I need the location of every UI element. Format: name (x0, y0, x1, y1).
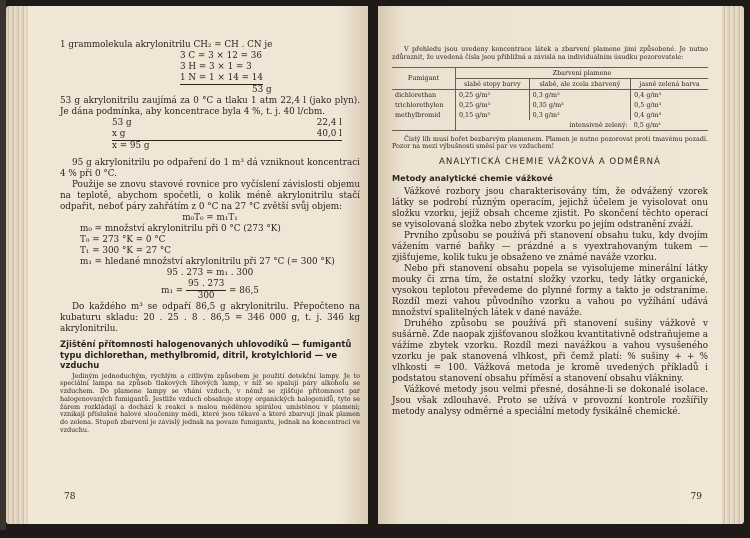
definition: T₀ = 273 °K = 0 °C (80, 235, 166, 245)
right-page (378, 6, 744, 524)
page-edge-stack (722, 6, 744, 524)
table-cell: 0,35 g/m³ (529, 100, 631, 110)
paragraph: 95 g akrylonitrilu po odpaření do 1 m³ dá vzniknout koncentraci 4 % při 0 °C. (60, 158, 360, 179)
definition: m₁ = hledané množství akrylonitrilu při 27 °C (= 300 °K) (80, 257, 335, 267)
section-title: Metody analytické chemie vážkové (392, 173, 553, 184)
page-number: 78 (64, 492, 76, 502)
table-cell: 0,15 g/m³ (455, 110, 529, 120)
equation: 95 . 273 = m₁ . 300 (166, 268, 254, 278)
table-cell-name: dichlorethan (395, 90, 437, 99)
small-paragraph: V přehledu jsou uvedeny koncentrace látek a zbarvení plamene jimi způsobené. Je nutno zdůraznit, že uvedená čísla jsou přibližná a závislá na individuálním úsudku pozorovatele: (392, 45, 708, 61)
table-row-intense (392, 120, 708, 131)
table-cell: 0,4 g/m³ (631, 110, 708, 120)
table-cell: 0,25 g/m³ (455, 89, 529, 100)
paragraph: Vážkové metody jsou velmi přesné, dosáhne-li se dokonalé isolace. Jsou však zdlouhavé. Proto se užívá v provozní kontrole rozšířily metody analysy odměrné a speciální metody fysikálně chemické. (392, 385, 708, 418)
section-title: Zjištění přítomnosti halogenovaných uhlovodíků — fumigantů typu dichlorethan, methylbromid, ditril, krotylchlorid — ve vzduchu (60, 339, 352, 370)
table-cell: 0,25 g/m³ (455, 100, 529, 110)
prop-left: 53 g (112, 118, 132, 128)
paragraph: Vážkové rozbory jsou charakterisovány tím, že odvážený vzorek látky se podrobí různým operacím, jejichž účelem je vyisolovat onu složku vzorku, jejíž obsah chceme zjistit. Po skončení těchto operací se vyisolovaná složka nebo zbytek vzorku po jejím odstranění zváží. (392, 187, 708, 231)
table-row (392, 110, 708, 120)
intense-value: 0,5 g/m³ (631, 120, 708, 131)
definitions (60, 224, 360, 268)
small-note: Čistý líh musí hořet bezbarvým plamenem. Plamen je nutno pozorovat proti tmavému pozadí. Pozor na mezi výbušnosti směsí par ve vzduchem! (392, 134, 708, 151)
eq-denominator: 300 (197, 291, 215, 301)
calc-line: 3 H = 3 × 1 = 3 (180, 62, 252, 72)
col-header: slabě, ale zcela zbarvený (529, 78, 631, 89)
calc-total: 53 g (252, 85, 272, 95)
table-cell: 0,3 g/m³ (529, 110, 631, 120)
prop-result: x = 95 g (112, 141, 150, 151)
col-header: jasně zelená barva (631, 78, 708, 89)
small-paragraph: Jediným jednoduchým, rychlým a citlivým způsobem je použití detekční lampy. Je to speciální lampa na způsob tlakových lihových lamp, v níž se spalují páry alkoholu se vzduchem. Do plamene lampy se vhání vzduch, v němž se zjišťuje přítomnost par halogenovaných fumigantů. Jestliže vzduch obsahuje stopy organických halogenidů, tyto se žárem rozkládají a dochází k reakci s malou měděnou spirálou umístěnou v plameni; vznikají příslušné halové sloučeniny mědi, které jsou těkavé a které zbarvují jinak plamen do zelena. Stupeň zbarvení je závislý jednak na povaze fumigantu, jednak na koncentraci ve vzduchu. (60, 371, 360, 435)
flame-color-table (392, 67, 708, 131)
table-row (392, 100, 708, 110)
formula: m₀T₀ = m₁T₁ (182, 213, 238, 223)
prop-left: x g (112, 129, 126, 139)
molar-calc (60, 51, 360, 96)
definition: m₀ = množství akrylonitrilu při 0 °C (273 °K) (80, 224, 281, 234)
table-cell: 0,5 g/m³ (631, 100, 708, 110)
col-header-fumigant: Fumigant (392, 67, 455, 89)
eq-numerator: 95 . 273 (187, 279, 225, 289)
paragraph: Použije se znovu stavové rovnice pro vyčíslení závislosti objemu na teplotě, abychom spočetli, o kolik méně akrylonitrilu stačí odpařit, neboť páry zahřátím z 0 °C na 27 °C zvětší svůj objem: (60, 180, 360, 212)
table-cell-name: trichlorethylen (395, 100, 444, 109)
paragraph: Druhého způsobu se používá při stanovení sušiny vážkově v sušárně. Zde naopak zjišťovanou složkou kvantitativně odstraňujeme a vážíme zbytek vzorku. Rozdíl mezi navážkou a vahou vysušeného vzorku je pak stanovená vlhkost, při čemž platí: % sušiny + + % vlhkosti = 100. Vážková metoda je kromě uvedených příkladů i podstatou stanovení obsahu příměsí a stanovení obsahu vlákniny. (392, 319, 708, 385)
proportion (60, 118, 342, 152)
chapter-heading: ANALYTICKÁ CHEMIE VÁŽKOVÁ A ODMĚRNÁ (439, 157, 661, 168)
table-row (392, 89, 708, 100)
table-cell-name: methylbromid (395, 110, 441, 119)
col-header-group: Zbarvení plamene (455, 67, 708, 78)
calc-line: 1 N = 1 × 14 = 14 (180, 73, 263, 83)
table-cell: 0,3 g/m³ (529, 89, 631, 100)
page-edge-stack (6, 6, 28, 524)
prop-right: 40,0 l (316, 129, 342, 139)
paragraph: Prvního způsobu se používá při stanovení obsahu tuku, kdy dvojím vážením varné baňky — prázdné a s vyextrahovaným tukem — zjišťujeme, kolik tuku je obsaženo ve známé naváže vzorku. (392, 231, 708, 264)
col-header: slabé stopy barvy (455, 78, 529, 89)
definition: T₁ = 300 °K = 27 °C (80, 246, 171, 256)
eq-lhs: m₁ = (161, 286, 184, 296)
calc-line: 3 C = 3 × 12 = 36 (180, 51, 262, 61)
paragraph: Nebo při stanovení obsahu popela se vyisolujeme minerální látky mouky či zrna tím, že ostatní složky vzorku, tedy látky organické, vysokou teplotou převedeme do plynné formy a takto je odstraníme. Rozdíl mezi vahou původního vzorku a vahou po vyžíhání udává množství spalitelných látek v dané naváže. (392, 264, 708, 319)
intro-line: 1 grammolekula akrylonitrilu CH₂ = CH . CN je (60, 40, 273, 50)
eq-rhs: = 86,5 (229, 286, 259, 296)
table-cell: 0,4 g/m³ (631, 89, 708, 100)
left-page (6, 6, 368, 524)
page-number: 79 (690, 492, 702, 502)
intense-label: intensivně zelený: (455, 120, 630, 131)
paragraph: Do každého m³ se odpaří 86,5 g akrylonitrilu. Přepočteno na kubaturu skladu: 20 . 25 . 8 . 86,5 = 346 000 g, t. j. 346 kg akrylonitrilu. (60, 302, 360, 334)
paragraph: 53 g akrylonitrilu zaujímá za 0 °C a tlaku 1 atm 22,4 l (jako plyn). Je dána podmínka, aby koncentrace byla 4 %, t. j. 40 l/cbm. (60, 96, 360, 117)
left-page-content (60, 40, 360, 435)
prop-right: 22,4 l (316, 118, 342, 128)
equation-fraction (60, 279, 360, 302)
right-page-content (392, 46, 708, 418)
